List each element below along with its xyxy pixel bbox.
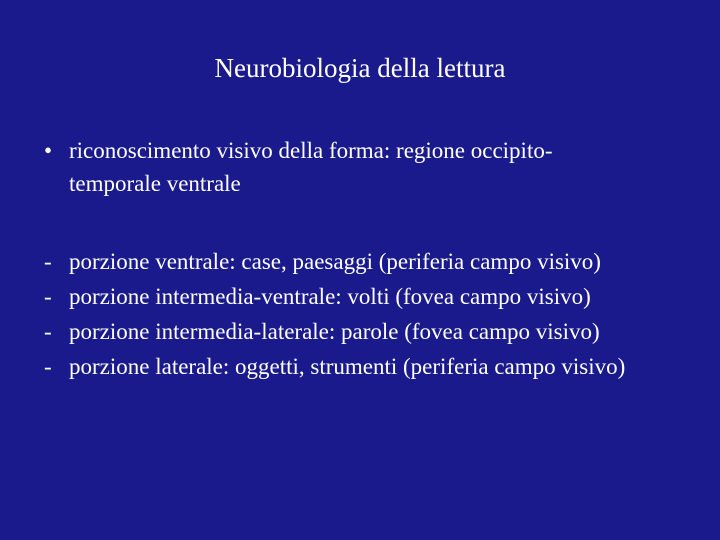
dash-marker: -: [44, 249, 52, 274]
bullet-marker: •: [44, 138, 53, 163]
dash-item-text: porzione ventrale: case, paesaggi (periferia campo visivo): [69, 249, 601, 274]
bullet-text-line-2: temporale ventrale: [69, 171, 241, 196]
slide-title: Neurobiologia della lettura: [214, 53, 506, 83]
dash-item-text: porzione intermedia-laterale: parole (fovea campo visivo): [69, 319, 600, 344]
dash-item: [44, 244, 694, 279]
dash-item: [44, 314, 694, 349]
dash-item: [44, 349, 694, 384]
dash-item-text: porzione intermedia-ventrale: volti (fovea campo visivo): [69, 284, 591, 309]
main-bullet: [44, 134, 684, 200]
bullet-item: [44, 134, 684, 200]
dash-marker: -: [44, 354, 52, 379]
dash-item-text: porzione laterale: oggetti, strumenti (periferia campo visivo): [69, 354, 626, 379]
dash-marker: -: [44, 284, 52, 309]
dash-list: [44, 244, 694, 384]
bullet-text-line-1: riconoscimento visivo della forma: regione occipito-: [69, 138, 553, 163]
dash-item: [44, 279, 694, 314]
dash-marker: -: [44, 319, 52, 344]
